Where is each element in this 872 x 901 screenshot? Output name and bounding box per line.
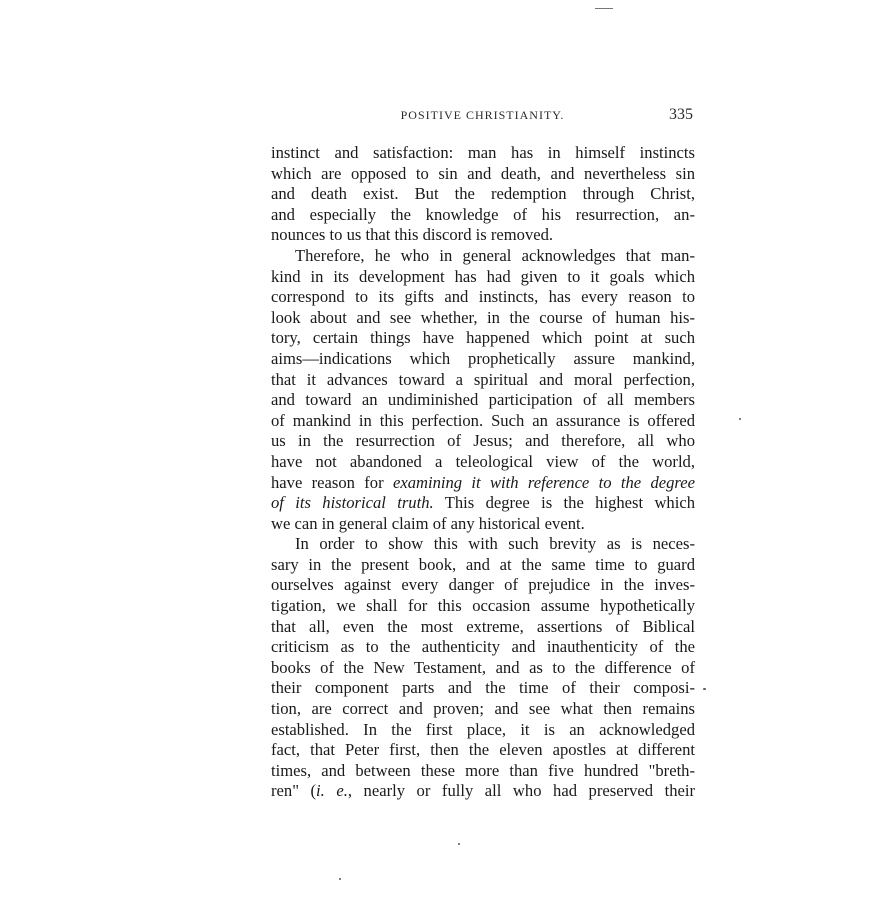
ink-speck: [703, 688, 706, 690]
text-line: tory, certain things have happened which point at such: [271, 328, 695, 348]
text-line: that it advances toward a spiritual and moral perfection,: [271, 369, 695, 389]
ink-speck: [739, 418, 741, 420]
italic-phrase: of its historical truth.: [271, 493, 434, 513]
text-line: and toward an undiminished participation of all members: [271, 390, 695, 410]
ink-speck: [339, 878, 341, 880]
text-line: their component parts and the time of their composi-: [271, 678, 695, 698]
text-line: ourselves against every danger of prejudice in the inves-: [271, 575, 695, 595]
text-line: sary in the present book, and at the same time to guard: [271, 554, 695, 574]
text-line: tion, are correct and proven; and see what then remains: [271, 699, 695, 719]
text-line: that all, even the most extreme, assertions of Biblical: [271, 616, 695, 636]
italic-phrase: examining it with reference to the degree: [392, 472, 695, 492]
running-head: [272, 108, 693, 126]
text-line: and especially the knowledge of his resurrection, an-: [271, 204, 695, 224]
text-line: fact, that Peter first, then the eleven apostles at different: [271, 740, 695, 760]
text-line: have not abandoned a teleological view of the world,: [271, 451, 695, 471]
ink-speck: [458, 843, 460, 845]
text-line: have reason for examining it with reference to the degree: [271, 472, 695, 492]
text-line: established. In the first place, it is an acknowledged: [271, 719, 695, 739]
page-number: 335: [669, 106, 693, 123]
text-line: instinct and satisfaction: man has in himself instincts: [271, 143, 695, 162]
text-line: ren" (i. e., nearly or fully all who had preserved their: [271, 781, 696, 801]
text-line: which are opposed to sin and death, and nevertheless sin: [271, 163, 695, 183]
text-line: of mankind in this perfection. Such an assurance is offered: [271, 410, 695, 430]
running-title: POSITIVE CHRISTIANITY.: [400, 108, 565, 122]
text-line: books of the New Testament, and as to the difference of: [271, 657, 695, 677]
top-edge-mark: [595, 8, 613, 9]
text-line: tigation, we shall for this occasion assume hypothetically: [271, 596, 695, 616]
body-text: [271, 143, 695, 802]
text-line: us in the resurrection of Jesus; and therefore, all who: [271, 431, 695, 451]
italic-phrase: i. e.: [316, 781, 348, 801]
text-line: we can in general claim of any historical event.: [271, 513, 585, 533]
text-line: of its historical truth. This degree is the highest which: [271, 493, 695, 513]
text-line: kind in its development has had given to it goals which: [271, 266, 695, 286]
paragraph-start-line: Therefore, he who in general acknowledges that man-: [295, 245, 695, 265]
text-line: criticism as to the authenticity and inauthenticity of the: [271, 637, 695, 657]
paragraph-start-line: In order to show this with such brevity as is neces-: [295, 534, 695, 554]
text-line: correspond to its gifts and instincts, has every reason to: [271, 287, 695, 307]
text-line: aims—indications which prophetically assure mankind,: [271, 348, 695, 368]
text-line: nounces to us that this discord is removed.: [271, 225, 554, 245]
text-line: and death exist. But the redemption through Christ,: [271, 184, 695, 204]
text-line: times, and between these more than five hundred "breth-: [271, 760, 695, 780]
text-line: look about and see whether, in the course of human his-: [271, 307, 695, 327]
